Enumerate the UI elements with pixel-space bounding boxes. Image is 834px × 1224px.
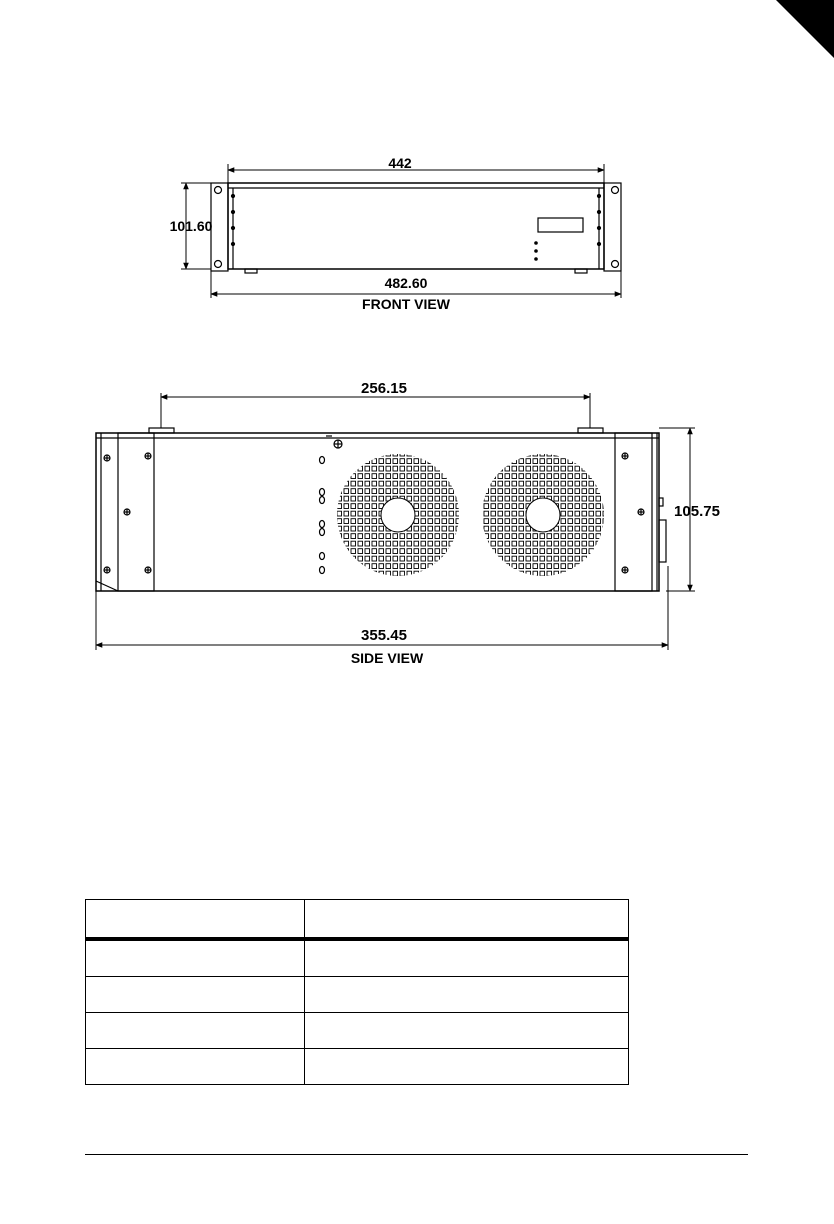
front-view-drawing xyxy=(211,183,621,273)
table-cell xyxy=(305,1049,629,1085)
front-view-title: FRONT VIEW xyxy=(362,296,450,312)
table-row xyxy=(86,977,629,1013)
table-cell xyxy=(305,939,629,977)
table-cell xyxy=(305,1013,629,1049)
table-header-cell xyxy=(86,900,305,940)
fan-grille-left xyxy=(336,453,460,577)
table-cell xyxy=(305,977,629,1013)
table-row xyxy=(86,1049,629,1085)
table-row xyxy=(86,939,629,977)
table-cell xyxy=(86,1049,305,1085)
front-width-overall-label: 482.60 xyxy=(384,275,428,291)
table-header-row xyxy=(86,900,629,940)
front-width-inner-label: 442 xyxy=(388,155,412,171)
spec-table xyxy=(85,899,629,1085)
front-height-label: 101.60 xyxy=(169,218,213,234)
table-cell xyxy=(86,939,305,977)
table-cell xyxy=(86,1013,305,1049)
side-depth-label: 355.45 xyxy=(361,627,407,644)
fan-grille-right xyxy=(481,453,605,577)
table-cell xyxy=(86,977,305,1013)
side-view-title: SIDE VIEW xyxy=(350,650,424,666)
footer-rule xyxy=(85,1154,748,1155)
table-row xyxy=(86,1013,629,1049)
table-header-cell xyxy=(305,900,629,940)
side-mount-span-label: 256.15 xyxy=(361,380,407,397)
side-height-label: 105.75 xyxy=(674,503,720,520)
